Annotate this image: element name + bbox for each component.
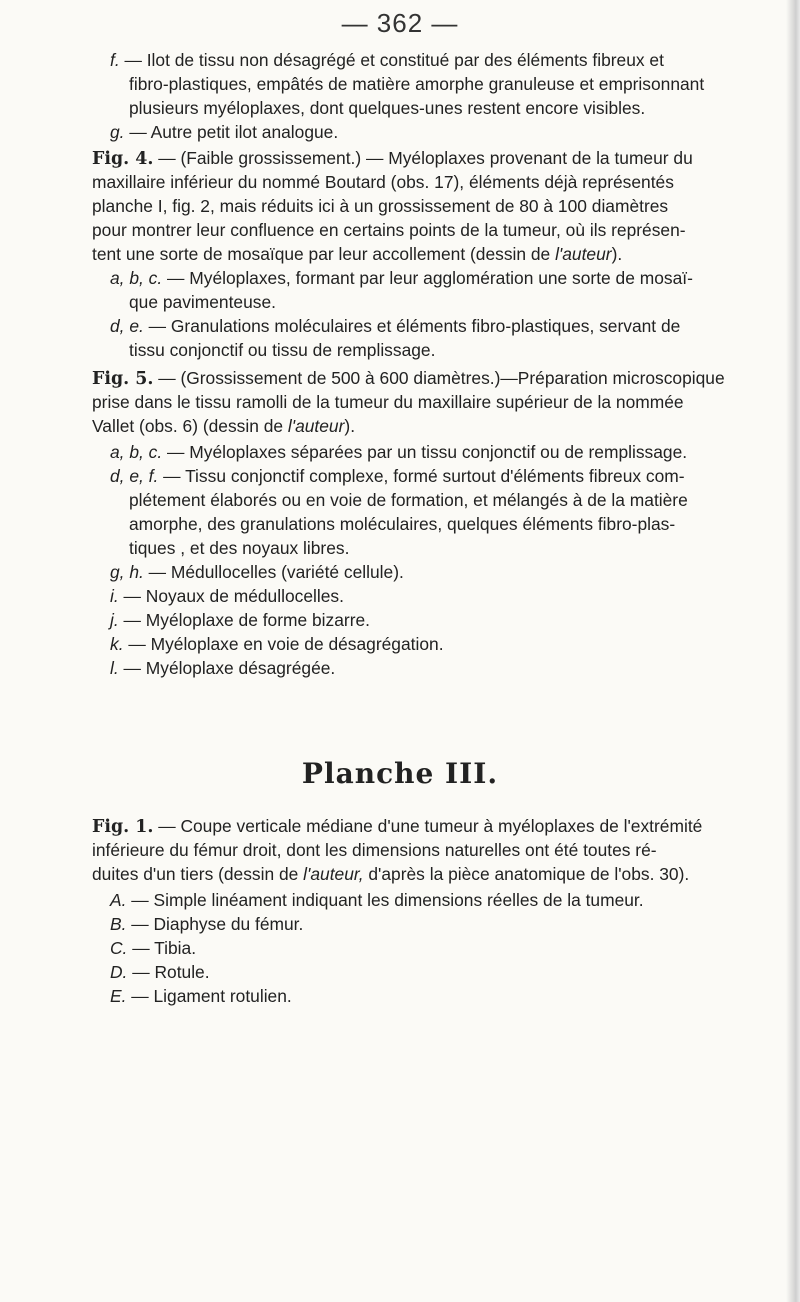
legend-line: que pavimenteuse. <box>129 292 276 312</box>
legend-label: j. <box>110 610 119 630</box>
legend-text: — Myéloplaxes, formant par leur agglomération une sorte de mosaï- <box>162 268 693 288</box>
page-edge-shadow <box>786 0 800 1302</box>
legend-label: a, b, c. <box>110 442 163 462</box>
legend-text: — Autre petit ilot analogue. <box>124 122 339 142</box>
legend-text: — Myéloplaxe désagrégée. <box>118 658 336 678</box>
caption-line: planche I, fig. 2, mais réduits ici à un grossissement de 80 à 100 diamètres <box>92 196 669 216</box>
caption-text: — Coupe verticale médiane d'une tumeur à myéloplaxes de l'extrémité <box>153 816 703 836</box>
figure-caption-line <box>92 366 725 391</box>
legend-line: fibro-plastiques, empâtés de matière amorphe granuleuse et emprisonnant <box>129 74 705 94</box>
caption-line: prise dans le tissu ramolli de la tumeur du maxillaire supérieur de la nommée <box>92 392 684 412</box>
caption-text: ). <box>611 244 623 264</box>
legend-line <box>110 960 210 984</box>
caption-line <box>92 862 689 886</box>
legend-label: g. <box>110 122 125 142</box>
caption-text: — (Faible grossissement.) — Myéloplaxes provenant de la tumeur du <box>153 148 693 168</box>
legend-line <box>110 912 303 936</box>
legend-line <box>110 608 370 632</box>
legend-text: — Myéloplaxe en voie de désagrégation. <box>123 634 444 654</box>
caption-text: d'après la pièce anatomique de l'obs. 30). <box>363 864 690 884</box>
legend-text: — Médullocelles (variété cellule). <box>143 562 404 582</box>
caption-line: maxillaire inférieur du nommé Boutard (obs. 17), éléments déjà représentés <box>92 172 674 192</box>
caption-text: tent une sorte de mosaïque par leur accollement (dessin de <box>92 244 556 264</box>
legend-text: — Ligament rotulien. <box>126 986 292 1006</box>
legend-label: E. <box>110 986 127 1006</box>
plate-heading: Planche III. <box>301 757 499 790</box>
legend-label: g, h. <box>110 562 144 582</box>
legend-line <box>110 440 687 464</box>
caption-italic: l'auteur <box>555 244 612 264</box>
figure-label: Fig. 1. <box>92 817 154 837</box>
legend-text: — Tissu conjonctif complexe, formé surtout d'éléments fibreux com- <box>158 466 685 486</box>
caption-italic: l'auteur, <box>303 864 364 884</box>
caption-line: inférieure du fémur droit, dont les dimensions naturelles ont été toutes ré- <box>92 840 657 860</box>
figure-caption-line <box>92 146 693 171</box>
legend-label: f. <box>110 50 120 70</box>
legend-text: — Myéloplaxe de forme bizarre. <box>118 610 371 630</box>
legend-label: D. <box>110 962 128 982</box>
caption-text: Vallet (obs. 6) (dessin de <box>92 416 288 436</box>
page-number: — 362 — <box>341 8 459 38</box>
legend-label: B. <box>110 914 127 934</box>
caption-text: duites d'un tiers (dessin de <box>92 864 304 884</box>
caption-text: — (Grossissement de 500 à 600 diamètres.)—Préparation microscopique <box>153 368 725 388</box>
legend-text: — Diaphyse du fémur. <box>126 914 304 934</box>
legend-line <box>110 936 196 960</box>
legend-text: — Tibia. <box>127 938 197 958</box>
caption-line <box>92 414 355 438</box>
legend-label: a, b, c. <box>110 268 163 288</box>
legend-label: A. <box>110 890 127 910</box>
figure-label: Fig. 4. <box>92 149 154 169</box>
legend-label: d, e. <box>110 316 144 336</box>
legend-line <box>110 560 404 584</box>
legend-line <box>110 120 338 144</box>
legend-line: plétement élaborés ou en voie de formation, et mélangés à de la matière <box>129 490 688 510</box>
legend-label: d, e, f. <box>110 466 159 486</box>
legend-line <box>110 266 693 290</box>
legend-line <box>110 314 680 338</box>
figure-label: Fig. 5. <box>92 369 154 389</box>
caption-italic: l'auteur <box>287 416 345 436</box>
legend-line: plusieurs myéloplaxes, dont quelques-unes restent encore visibles. <box>129 98 646 118</box>
legend-text: — Ilot de tissu non désagrégé et constitué par des éléments fibreux et <box>119 50 664 70</box>
legend-line: tissu conjonctif ou tissu de remplissage. <box>129 340 436 360</box>
legend-label: i. <box>110 586 119 606</box>
legend-label: C. <box>110 938 128 958</box>
legend-line: tiques , et des noyaux libres. <box>129 538 350 558</box>
caption-line <box>92 242 622 266</box>
legend-line <box>110 984 292 1008</box>
legend-label: k. <box>110 634 124 654</box>
legend-text: — Noyaux de médullocelles. <box>118 586 344 606</box>
caption-line: pour montrer leur confluence en certains points de la tumeur, où ils représen- <box>92 220 686 240</box>
legend-line <box>110 656 335 680</box>
legend-text: — Granulations moléculaires et éléments fibro-plastiques, servant de <box>143 316 681 336</box>
legend-label: l. <box>110 658 119 678</box>
legend-line <box>110 48 664 72</box>
figure-caption-line <box>92 814 702 839</box>
legend-text: — Simple linéament indiquant les dimensions réelles de la tumeur. <box>126 890 644 910</box>
legend-line <box>110 632 444 656</box>
legend-line <box>110 464 685 488</box>
legend-text: — Rotule. <box>127 962 210 982</box>
legend-line <box>110 584 344 608</box>
legend-line: amorphe, des granulations moléculaires, quelques éléments fibro-plas- <box>129 514 676 534</box>
legend-line <box>110 888 644 912</box>
legend-text: — Myéloplaxes séparées par un tissu conjonctif ou de remplissage. <box>162 442 688 462</box>
caption-text: ). <box>344 416 356 436</box>
